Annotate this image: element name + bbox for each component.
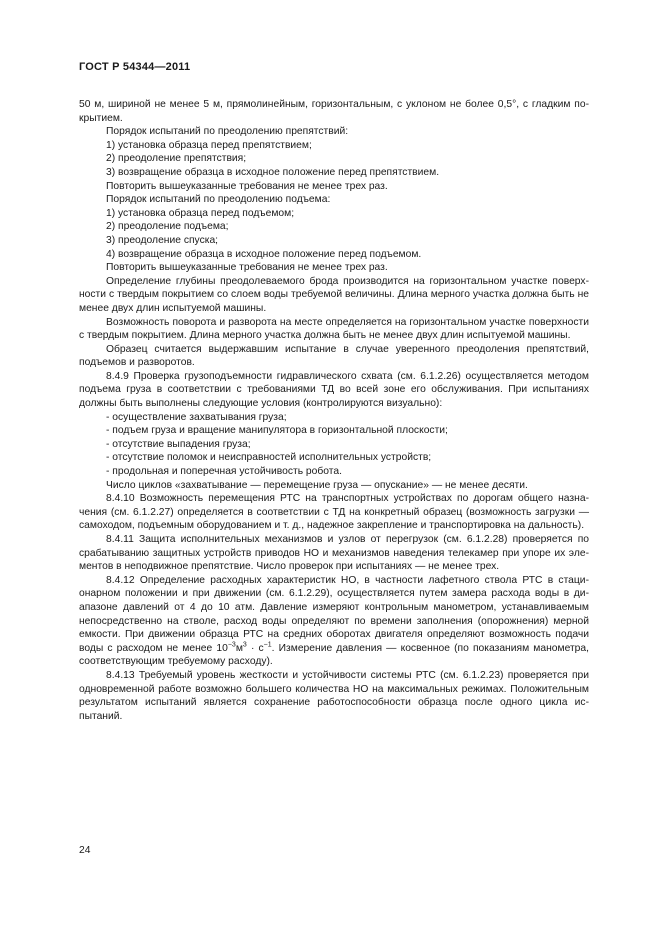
- dash-item: - подъем груза и вращение манипулятора в горизонтальной плоскости;: [106, 425, 448, 437]
- dash-item: - продольная и поперечная устойчивость робота.: [106, 466, 342, 478]
- clause-8-4-10: 8.4.10 Возможность перемещения РТС на транспортных устройствах по дорогам общего назначения (см. 6.1.2.27) определяется в соответствии с ТД на конкретный образец (возможность загрузки — самоходом, подъемным оборудованием и т. д., надежное закрепление и транспортировка на дальность).: [79, 493, 589, 532]
- paragraph: Определение глубины преодолеваемого брода производится на горизонтальном участке поверхности с твердым покрытием со слоем воды требуемой величины. Длина мерного участка должна быть не менее двух длин испытуемой машины.: [79, 275, 589, 314]
- paragraph: Порядок испытаний по преодолению препятствий:: [106, 126, 349, 138]
- list-item: 2) преодоление препятствия;: [106, 153, 247, 165]
- list-item: 4) возвращение образца в исходное положение перед подъемом.: [106, 248, 422, 260]
- paragraph: Образец считается выдержавшим испытание в случае уверенного преодоления препятствий, подъемов и разворотов.: [79, 343, 589, 369]
- list-item: 3) возвращение образца в исходное положение перед препятствием.: [106, 166, 440, 178]
- paragraph: Число циклов «захватывание — перемещение груза — опускание» — не менее десяти.: [106, 479, 528, 491]
- document-body: [79, 98, 589, 723]
- paragraph: Повторить вышеуказанные требования не менее трех раз.: [106, 180, 388, 192]
- dash-item: - отсутствие поломок и неисправностей исполнительных устройств;: [106, 452, 432, 464]
- paragraph: Возможность поворота и разворота на месте определяется на горизонтальном участке поверхности с твердым покрытием. Длина мерного участка должна быть не менее двух длин испытуемой машины.: [79, 316, 589, 342]
- list-item: 1) установка образца перед препятствием;: [106, 139, 312, 151]
- clause-8-4-11: 8.4.11 Защита исполнительных механизмов и узлов от перегрузок (см. 6.1.2.28) проверяется по срабатыванию защитных устройств приводов НО и механизмов наведения телекамер при упоре их элементов в неподвижное препятствие. Число проверок при испытаниях — не менее трех.: [79, 534, 589, 573]
- dash-item: - осуществление захватывания груза;: [106, 411, 287, 423]
- clause-8-4-9: 8.4.9 Проверка грузоподъемности гидравлического схвата (см. 6.1.2.26) осуществляется методом подъема груза в соответствии с требованиями ТД во всей зоне его обслуживания. При испытаниях должны быть выполнены следующие условия (контролируются визуально):: [79, 370, 589, 410]
- list-item: 3) преодоление спуска;: [106, 234, 219, 246]
- dash-item: - отсутствие выпадения груза;: [106, 438, 251, 450]
- paragraph: Порядок испытаний по преодолению подъема:: [106, 194, 331, 206]
- page-number: 24: [79, 845, 91, 856]
- list-item: 1) установка образца перед подъемом;: [106, 207, 295, 219]
- clause-8-4-13: 8.4.13 Требуемый уровень жесткости и устойчивости системы РТС (см. 6.1.2.23) проверяется при одновременной работе возможно большего количества НО на максимальных режимах. Положительным результатом испытаний является сохранение работоспособности образца после одного цикла испытаний.: [79, 669, 589, 722]
- clause-8-4-12: 8.4.12 Определение расходных характеристик НО, в частности лафетного ствола РТС в стационарном положении и при движении (см. 6.1.2.29), осуществляется путем замера расхода воды в диапазоне давлений от 4 до 10 атм. Давление измеряют контрольным манометром, устанавливаемым непосредственно на стволе, расход воды определяют по времени заполнения (опорожнения) мерной емкости. При движении образца РТС на средних оборотах двигателя определяют возможность подачи воды с расходом не менее $10^{-3}м^3 \cdot с^{-1}$. Измерение давления — косвенное (по показаниям манометра, соответствующим требуемому расходу).: [79, 574, 589, 668]
- paragraph: 50 м, шириной не менее 5 м, прямолинейным, горизонтальным, с уклоном не более 0,5°, с гладким покрытием.: [79, 99, 589, 124]
- document-header: ГОСТ Р 54344—2011: [79, 61, 191, 73]
- paragraph: Повторить вышеуказанные требования не менее трех раз.: [106, 262, 388, 274]
- list-item: 2) преодоление подъема;: [106, 221, 229, 233]
